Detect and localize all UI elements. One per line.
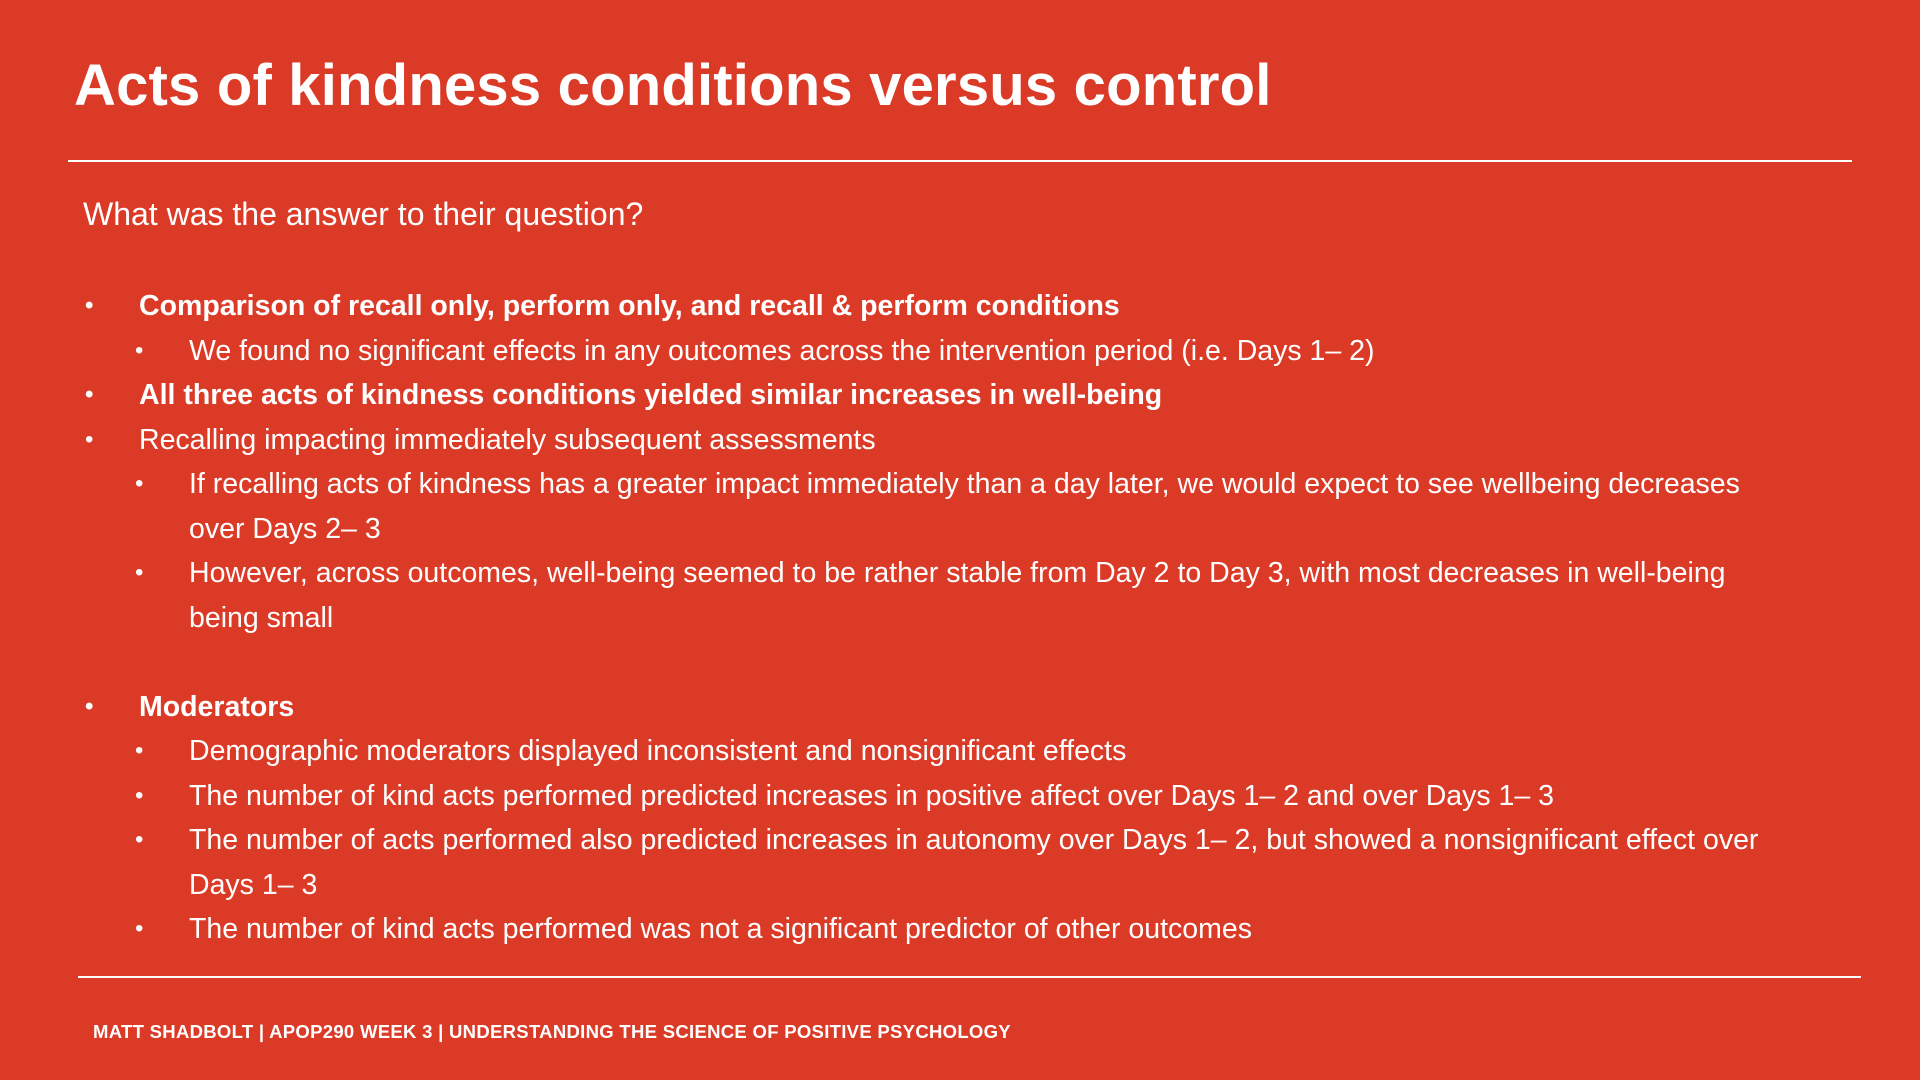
sub-bullet-item bbox=[80, 551, 1800, 640]
slide-title: Acts of kindness conditions versus control bbox=[74, 53, 1272, 118]
sub-bullet-text: The number of kind acts performed predicted increases in positive affect over Days 1– 2 and over Days 1– 3 bbox=[189, 779, 1555, 812]
sub-bullet-text: Demographic moderators displayed inconsistent and nonsignificant effects bbox=[189, 735, 1127, 767]
bullet-text: Recalling impacting immediately subsequent assessments bbox=[139, 423, 876, 456]
sub-bullet-item bbox=[80, 774, 1800, 819]
bullet-icon: • bbox=[85, 692, 94, 720]
bullet-icon: • bbox=[85, 292, 94, 319]
sub-bullet-item bbox=[80, 729, 1800, 774]
bullet-item bbox=[80, 284, 1800, 329]
title-divider bbox=[68, 160, 1852, 162]
sub-bullet-text: The number of acts performed also predicted increases in autonomy over Days 1– 2, but showed a nonsignificant effect over Days 1– 3 bbox=[189, 824, 1759, 901]
bullet-item bbox=[80, 418, 1800, 463]
bullet-icon: • bbox=[135, 559, 144, 586]
bullet-icon: • bbox=[85, 381, 94, 408]
sub-bullet-item bbox=[80, 462, 1800, 551]
sub-bullet-item bbox=[80, 329, 1800, 374]
bullet-icon: • bbox=[135, 781, 144, 809]
bullet-text: Comparison of recall only, perform only, and recall & perform conditions bbox=[139, 290, 1120, 322]
bullet-icon: • bbox=[85, 425, 94, 453]
footer-divider bbox=[78, 976, 1861, 978]
sub-bullet-text: We found no significant effects in any outcomes across the intervention period (i.e. Days 1– 2) bbox=[189, 334, 1375, 367]
bullet-icon: • bbox=[135, 737, 144, 764]
sub-bullet-text: However, across outcomes, well-being seemed to be rather stable from Day 2 to Day 3, with most decreases in well-being being small bbox=[189, 557, 1726, 634]
bullet-text: All three acts of kindness conditions yielded similar increases in well-being bbox=[139, 379, 1163, 411]
bullet-icon: • bbox=[135, 915, 144, 942]
bullet-icon: • bbox=[135, 336, 144, 364]
sub-bullet-item bbox=[80, 818, 1800, 907]
sub-bullet-text: If recalling acts of kindness has a greater impact immediately than a day later, we would expect to see wellbeing decreases over Days 2– 3 bbox=[189, 468, 1740, 545]
bullet-item bbox=[80, 373, 1800, 418]
bullet-icon: • bbox=[135, 826, 144, 853]
sub-bullet-item bbox=[80, 907, 1800, 952]
sub-bullet-text: The number of kind acts performed was not a significant predictor of other outcomes bbox=[189, 913, 1252, 945]
bullet-icon: • bbox=[135, 470, 144, 497]
bullet-list bbox=[80, 284, 1800, 952]
list-spacer bbox=[80, 640, 1800, 685]
slide-question: What was the answer to their question? bbox=[83, 196, 644, 232]
bullet-item bbox=[80, 685, 1800, 730]
slide-footer: MATT SHADBOLT | APOP290 WEEK 3 | UNDERSTANDING THE SCIENCE OF POSITIVE PSYCHOLOGY bbox=[93, 1021, 1011, 1042]
bullet-text: Moderators bbox=[139, 690, 295, 723]
